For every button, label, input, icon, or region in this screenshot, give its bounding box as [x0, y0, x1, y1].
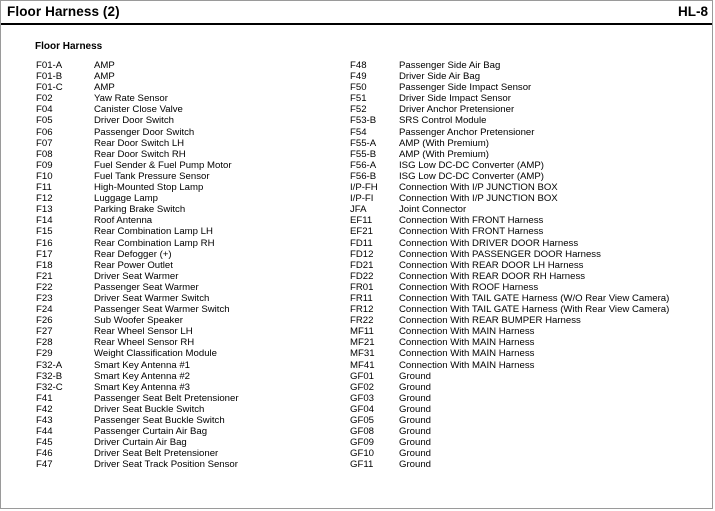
connector-description: Driver Anchor Pretensioner — [399, 104, 515, 116]
connector-row — [36, 315, 239, 326]
connector-list-right — [350, 60, 669, 470]
connector-row — [36, 448, 239, 459]
connector-description: Driver Side Impact Sensor — [399, 93, 511, 105]
connector-code: F32-A — [36, 359, 63, 371]
connector-row — [350, 71, 669, 82]
connector-row — [350, 271, 669, 282]
connector-code: F50 — [350, 82, 367, 94]
connector-description: Rear Wheel Sensor LH — [94, 326, 193, 338]
connector-code: F02 — [36, 93, 53, 105]
connector-row — [350, 348, 669, 359]
connector-row — [36, 82, 239, 93]
connector-row — [350, 293, 669, 304]
connector-code: F10 — [36, 170, 53, 182]
connector-description: Connection With TAIL GATE Harness (With Rear View Camera) — [399, 304, 670, 316]
connector-description: Sub Woofer Speaker — [94, 315, 183, 327]
connector-code: FR12 — [350, 304, 374, 316]
connector-row — [36, 171, 239, 182]
connector-code: F49 — [350, 71, 367, 83]
connector-row — [350, 127, 669, 138]
connector-code: F28 — [36, 337, 53, 349]
connector-description: Connection With I/P JUNCTION BOX — [399, 193, 558, 205]
connector-code: F01-C — [36, 82, 63, 94]
connector-code: F21 — [36, 270, 53, 282]
connector-description: Rear Power Outlet — [94, 259, 173, 271]
connector-description: Ground — [399, 459, 431, 471]
connector-row — [36, 437, 239, 448]
connector-row — [36, 127, 239, 138]
connector-code: GF05 — [350, 415, 374, 426]
connector-description: Smart Key Antenna #3 — [94, 381, 190, 393]
connector-description: Passenger Door Switch — [94, 126, 195, 138]
connector-description: Passenger Anchor Pretensioner — [399, 126, 535, 138]
connector-description: Canister Close Valve — [94, 104, 183, 116]
connector-description: Connection With MAIN Harness — [399, 326, 535, 338]
connector-code: MF31 — [350, 348, 375, 360]
connector-row — [350, 93, 669, 104]
connector-description: Ground — [399, 381, 431, 393]
connector-row — [36, 149, 239, 160]
connector-row — [36, 282, 239, 293]
connector-code: F55-B — [350, 148, 377, 160]
connector-description: Connection With REAR DOOR LH Harness — [399, 259, 584, 271]
connector-code: F51 — [350, 93, 367, 105]
connector-description: Weight Classification Module — [94, 348, 217, 360]
connector-code: GF08 — [350, 426, 374, 438]
connector-description: AMP (With Premium) — [399, 137, 489, 149]
connector-row — [36, 138, 239, 149]
connector-code: F27 — [36, 326, 53, 338]
connector-row — [350, 249, 669, 260]
connector-code: F01-B — [36, 71, 63, 83]
connector-description: AMP — [94, 60, 115, 71]
connector-code: GF01 — [350, 370, 374, 382]
connector-code: F43 — [36, 415, 53, 426]
connector-row — [350, 260, 669, 271]
connector-description: AMP (With Premium) — [399, 148, 489, 160]
connector-code: F32-C — [36, 381, 63, 393]
connector-code: GF09 — [350, 437, 374, 449]
connector-description: Driver Curtain Air Bag — [94, 437, 187, 449]
connector-description: Connection With REAR DOOR RH Harness — [399, 270, 586, 282]
connector-row — [350, 171, 669, 182]
page-title: Floor Harness (2) — [7, 4, 120, 19]
connector-description: Connection With MAIN Harness — [399, 359, 535, 371]
connector-row — [36, 249, 239, 260]
connector-row — [36, 93, 239, 104]
connector-code: F42 — [36, 403, 53, 415]
connector-description: High-Mounted Stop Lamp — [94, 182, 204, 194]
connector-row — [350, 226, 669, 237]
connector-code: MF21 — [350, 337, 375, 349]
connector-code: F53-B — [350, 115, 377, 127]
connector-code: F44 — [36, 426, 53, 438]
connector-code: JFA — [350, 204, 367, 216]
connector-row — [350, 82, 669, 93]
connector-row — [36, 71, 239, 82]
connector-row — [350, 60, 669, 71]
section-heading: Floor Harness — [35, 41, 103, 52]
connector-row — [36, 426, 239, 437]
connector-description: Smart Key Antenna #1 — [94, 359, 190, 371]
connector-code: F22 — [36, 281, 53, 293]
connector-row — [350, 337, 669, 348]
connector-description: Smart Key Antenna #2 — [94, 370, 190, 382]
connector-row — [350, 149, 669, 160]
connector-code: FD22 — [350, 270, 374, 282]
connector-code: F55-A — [350, 137, 377, 149]
connector-description: Connection With TAIL GATE Harness (W/O Rear View Camera) — [399, 292, 670, 304]
connector-description: Ground — [399, 370, 431, 382]
connector-description: Passenger Seat Warmer — [94, 281, 199, 293]
connector-row — [36, 160, 239, 171]
connector-row — [36, 404, 239, 415]
connector-row — [350, 282, 669, 293]
connector-row — [350, 138, 669, 149]
connector-row — [350, 404, 669, 415]
connector-description: Rear Combination Lamp RH — [94, 237, 215, 249]
connector-code: F07 — [36, 137, 53, 149]
connector-description: Ground — [399, 426, 431, 438]
connector-description: Passenger Side Impact Sensor — [399, 82, 532, 94]
connector-description: Passenger Seat Warmer Switch — [94, 304, 230, 316]
connector-row — [36, 304, 239, 315]
connector-row — [36, 115, 239, 126]
connector-description: Luggage Lamp — [94, 193, 159, 205]
connector-row — [350, 426, 669, 437]
connector-code: FD21 — [350, 259, 374, 271]
connector-code: FR01 — [350, 281, 374, 293]
connector-code: F24 — [36, 304, 53, 316]
connector-row — [350, 360, 669, 371]
connector-description: Driver Seat Warmer — [94, 270, 179, 282]
connector-code: F15 — [36, 226, 53, 238]
connector-code: F46 — [36, 448, 53, 460]
connector-row — [350, 115, 669, 126]
connector-code: GF02 — [350, 381, 374, 393]
connector-code: F47 — [36, 459, 53, 471]
page-code: HL-8 — [678, 4, 708, 19]
connector-row — [36, 337, 239, 348]
connector-row — [350, 371, 669, 382]
connector-code: F54 — [350, 126, 367, 138]
connector-row — [36, 226, 239, 237]
connector-code: GF03 — [350, 392, 374, 404]
connector-description: Rear Wheel Sensor RH — [94, 337, 195, 349]
connector-description: ISG Low DC-DC Converter (AMP) — [399, 159, 544, 171]
connector-row — [36, 326, 239, 337]
connector-description: Ground — [399, 415, 431, 426]
connector-description: Joint Connector — [399, 204, 467, 216]
connector-description: Parking Brake Switch — [94, 204, 186, 216]
connector-row — [36, 215, 239, 226]
connector-description: Passenger Seat Belt Pretensioner — [94, 392, 239, 404]
connector-code: F06 — [36, 126, 53, 138]
connector-code: FR22 — [350, 315, 374, 327]
connector-description: AMP — [94, 82, 115, 94]
connector-code: F56-A — [350, 159, 377, 171]
connector-row — [36, 393, 239, 404]
connector-code: F04 — [36, 104, 53, 116]
connector-row — [36, 415, 239, 426]
connector-description: Yaw Rate Sensor — [94, 93, 168, 105]
connector-description: Connection With REAR BUMPER Harness — [399, 315, 581, 327]
connector-code: FD11 — [350, 237, 373, 249]
connector-row — [350, 215, 669, 226]
connector-code: MF11 — [350, 326, 374, 338]
connector-row — [350, 415, 669, 426]
connector-row — [350, 160, 669, 171]
connector-code: I/P-FH — [350, 182, 378, 194]
connector-row — [350, 104, 669, 115]
connector-description: Driver Side Air Bag — [399, 71, 481, 83]
connector-row — [36, 238, 239, 249]
connector-description: Ground — [399, 392, 431, 404]
connector-code: EF21 — [350, 226, 373, 238]
connector-description: AMP — [94, 71, 115, 83]
connector-description: Connection With ROOF Harness — [399, 281, 539, 293]
connector-row — [350, 315, 669, 326]
connector-row — [36, 360, 239, 371]
connector-description: Rear Combination Lamp LH — [94, 226, 213, 238]
connector-description: Roof Antenna — [94, 215, 153, 227]
connector-row — [350, 448, 669, 459]
connector-description: Connection With PASSENGER DOOR Harness — [399, 248, 601, 260]
connector-description: Connection With I/P JUNCTION BOX — [399, 182, 558, 194]
connector-code: F08 — [36, 148, 53, 160]
connector-row — [350, 326, 669, 337]
connector-code: MF41 — [350, 359, 375, 371]
connector-code: F26 — [36, 315, 53, 327]
connector-row — [350, 204, 669, 215]
connector-description: Connection With MAIN Harness — [399, 337, 535, 349]
connector-description: Driver Door Switch — [94, 115, 174, 127]
connector-code: F01-A — [36, 60, 63, 71]
connector-description: Rear Door Switch LH — [94, 137, 185, 149]
connector-description: Connection With FRONT Harness — [399, 215, 544, 227]
connector-description: Ground — [399, 437, 431, 449]
connector-code: F17 — [36, 248, 53, 260]
connector-code: F32-B — [36, 370, 63, 382]
connector-row — [350, 193, 669, 204]
connector-description: Connection With MAIN Harness — [399, 348, 535, 360]
connector-code: F18 — [36, 259, 53, 271]
connector-description: Passenger Curtain Air Bag — [94, 426, 208, 438]
connector-code: I/P-FI — [350, 193, 374, 205]
connector-code: F16 — [36, 237, 53, 249]
connector-code: GF10 — [350, 448, 374, 460]
connector-row — [36, 193, 239, 204]
connector-row — [350, 304, 669, 315]
connector-description: Ground — [399, 403, 431, 415]
connector-row — [36, 60, 239, 71]
connector-description: Driver Seat Warmer Switch — [94, 292, 210, 304]
connector-description: Driver Seat Buckle Switch — [94, 403, 205, 415]
connector-row — [36, 348, 239, 359]
connector-description: Passenger Side Air Bag — [399, 60, 501, 71]
connector-code: GF04 — [350, 403, 374, 415]
connector-description: Connection With FRONT Harness — [399, 226, 544, 238]
connector-code: F09 — [36, 159, 53, 171]
connector-code: F45 — [36, 437, 53, 449]
connector-code: F11 — [36, 182, 52, 194]
connector-description: SRS Control Module — [399, 115, 487, 127]
page-header — [1, 1, 712, 25]
connector-code: EF11 — [350, 215, 373, 227]
connector-description: Driver Seat Belt Pretensioner — [94, 448, 219, 460]
connector-row — [36, 271, 239, 282]
connector-row — [36, 204, 239, 215]
connector-code: FR11 — [350, 292, 373, 304]
connector-description: Connection With DRIVER DOOR Harness — [399, 237, 579, 249]
connector-row — [36, 382, 239, 393]
connector-row — [350, 382, 669, 393]
connector-code: F05 — [36, 115, 53, 127]
connector-code: F48 — [350, 60, 367, 71]
connector-description: Passenger Seat Buckle Switch — [94, 415, 225, 426]
connector-row — [350, 238, 669, 249]
connector-code: F23 — [36, 292, 53, 304]
connector-description: ISG Low DC-DC Converter (AMP) — [399, 170, 544, 182]
connector-description: Driver Seat Track Position Sensor — [94, 459, 238, 471]
connector-row — [350, 459, 669, 470]
connector-description: Fuel Tank Pressure Sensor — [94, 170, 210, 182]
connector-row — [36, 182, 239, 193]
connector-code: F13 — [36, 204, 53, 216]
connector-row — [36, 104, 239, 115]
connector-description: Fuel Sender & Fuel Pump Motor — [94, 159, 232, 171]
connector-list-left — [36, 60, 239, 470]
connector-code: FD12 — [350, 248, 374, 260]
connector-code: F29 — [36, 348, 53, 360]
connector-row — [36, 293, 239, 304]
connector-row — [350, 437, 669, 448]
connector-code: F14 — [36, 215, 53, 227]
connector-code: F52 — [350, 104, 367, 116]
connector-row — [36, 371, 239, 382]
connector-row — [350, 393, 669, 404]
connector-code: F12 — [36, 193, 53, 205]
connector-code: GF11 — [350, 459, 374, 471]
connector-row — [36, 260, 239, 271]
connector-description: Ground — [399, 448, 431, 460]
connector-description: Rear Door Switch RH — [94, 148, 186, 160]
connector-row — [350, 182, 669, 193]
connector-row — [36, 459, 239, 470]
connector-code: F56-B — [350, 170, 377, 182]
connector-description: Rear Defogger (+) — [94, 248, 172, 260]
connector-code: F41 — [36, 392, 53, 404]
